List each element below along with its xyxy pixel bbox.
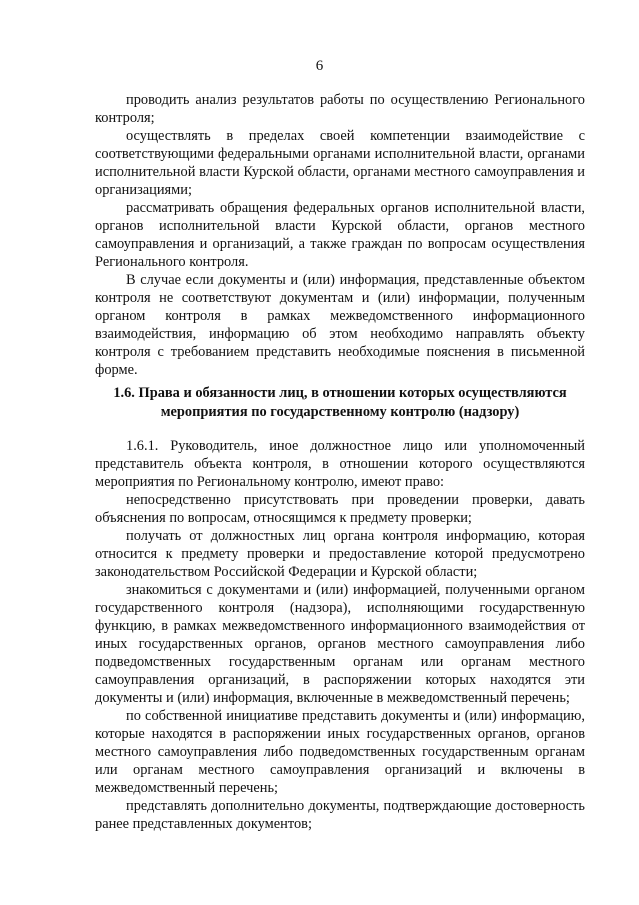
paragraph: представлять дополнительно документы, подтверждающие достоверность ранее представленных документов; [95,798,585,832]
paragraph: непосредственно присутствовать при проведении проверки, давать объяснения по вопросам, относящимся к предмету проверки; [95,492,585,526]
paragraph: В случае если документы и (или) информация, представленные объектом контроля не соответствуют документам и (или) информации, полученным органом контроля в рамках межведомственного информационного взаимодействия, информацию об этом необходимо направлять объекту контроля с требованием представить необходимые пояснения в письменной форме. [95,272,585,378]
section-1-6-text [95,437,585,833]
section-heading-line-2: мероприятия по государственному контролю (надзору) [160,404,520,420]
paragraph: знакомиться с документами и (или) информацией, полученными органом государственного контроля (надзора), исполняющими государственную функцию, в рамках межведомственного информационного взаимодействия от иных государственных органов, органов местного самоуправления либо подведомственных государственным органам или органам местного самоуправления организаций, в распоряжении которых находятся эти документы и (или) информация, включенные в межведомственный перечень; [95,582,585,706]
paragraph: 1.6.1. Руководитель, иное должностное лицо или уполномоченный представитель объекта контроля, в отношении которого осуществляются мероприятия по Региональному контролю, имеют право: [95,438,585,490]
paragraph: проводить анализ результатов работы по осуществлению Регионального контроля; [95,92,585,126]
page-number: 6 [315,58,324,74]
section-a-text [95,91,585,379]
section-heading-line-1: 1.6. Права и обязанности лиц, в отношении которых осуществляются [113,385,567,401]
section-heading [95,384,585,422]
paragraph: получать от должностных лиц органа контроля информацию, которая относится к предмету проверки и предоставление которой предусмотрено законодательством Российской Федерации и Курской области; [95,528,585,580]
paragraph: рассматривать обращения федеральных органов исполнительной власти, органов исполнительной власти Курской области, органов местного самоуправления и организаций, а также граждан по вопросам осуществления Регионального контроля. [95,200,585,270]
paragraph: по собственной инициативе представить документы и (или) информацию, которые находятся в распоряжении иных государственных органов, органов местного самоуправления либо подведомственных государственным органам или органам местного самоуправления организаций и включены в межведомственный перечень; [95,708,585,796]
paragraph: осуществлять в пределах своей компетенции взаимодействие с соответствующими федеральными органами исполнительной власти, органами исполнительной власти Курской области, органами местного самоуправления и организациями; [95,128,585,198]
